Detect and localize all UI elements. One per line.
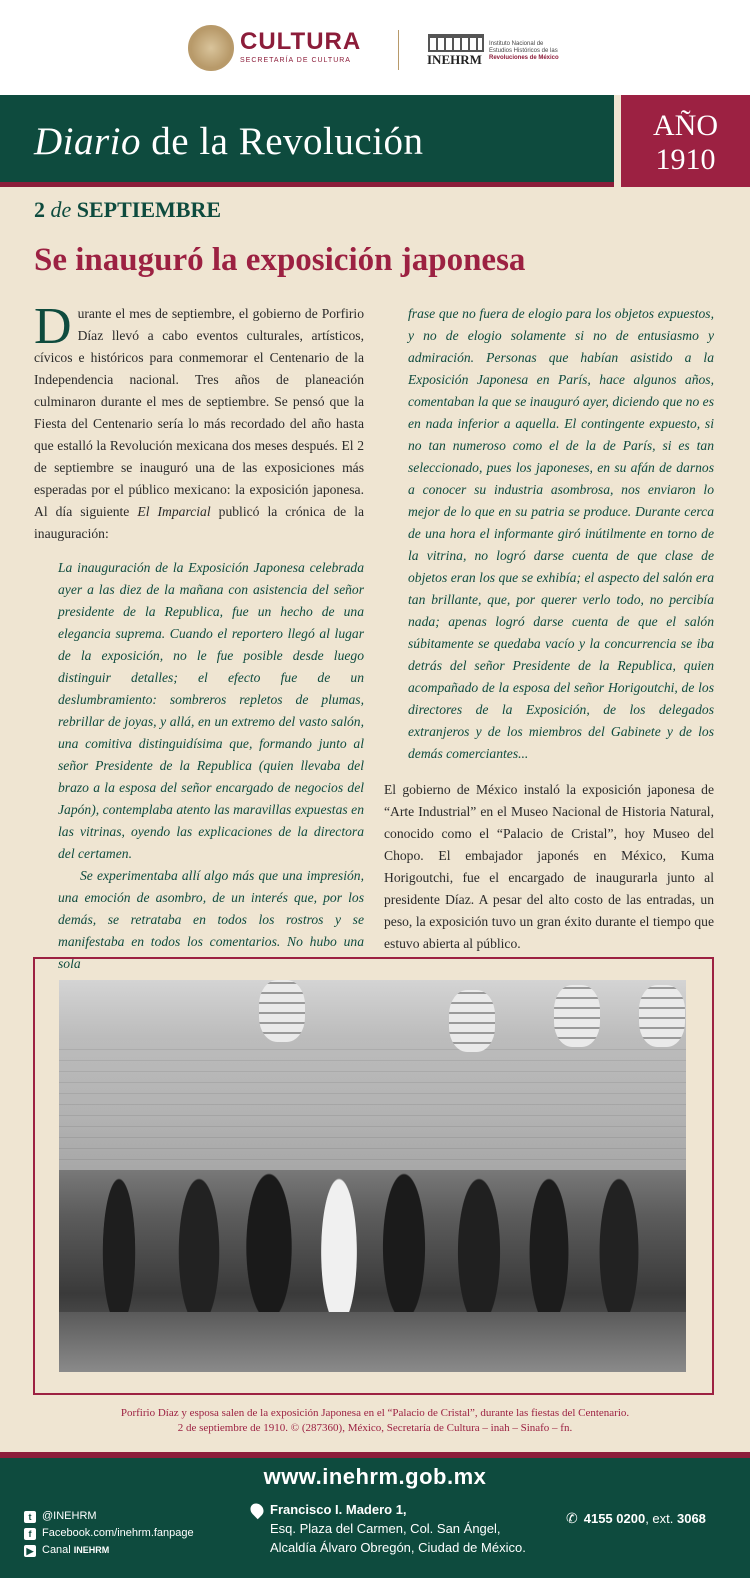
lantern-icon xyxy=(449,990,495,1052)
inehrm-building-icon xyxy=(428,34,484,52)
facebook-icon: f xyxy=(24,1528,36,1540)
article-paragraph-1 xyxy=(34,298,365,545)
caption-line-1: Porfirio Díaz y esposa salen de la exposición Japonesa en el “Palacio de Cristal”, durante las fiestas del Centenario. xyxy=(120,1407,630,1419)
address-line-2: Esq. Plaza del Carmen, Col. San Ángel, xyxy=(270,1521,501,1536)
address-street: Francisco I. Madero 1, xyxy=(270,1502,407,1517)
article-column-left xyxy=(34,298,365,975)
phone-contact[interactable] xyxy=(566,1510,706,1527)
youtube-name: INEHRM xyxy=(73,1545,110,1555)
photo-crowd xyxy=(59,1152,686,1332)
social-links xyxy=(24,1508,194,1559)
date-day: 2 xyxy=(34,197,45,222)
phone-icon: ✆ xyxy=(566,1510,578,1526)
inehrm-line-3: Revoluciones de México xyxy=(489,55,559,61)
address-line-3: Alcaldía Álvaro Obregón, Ciudad de México. xyxy=(270,1540,526,1555)
date-month: SEPTIEMBRE xyxy=(76,197,222,222)
year-value: 1910 xyxy=(655,143,716,176)
facebook-link[interactable] xyxy=(24,1525,194,1542)
article-column-right xyxy=(384,303,714,955)
caption-line-2: 2 de septiembre de 1910. © (287360), México, Secretaría de Cultura – inah – Sinafo – fn. xyxy=(177,1422,573,1434)
cultura-logo: CULTURA xyxy=(240,28,362,55)
logo-divider xyxy=(398,30,399,70)
photo-caption xyxy=(40,1406,710,1436)
phone-number: 4155 0200 xyxy=(583,1511,646,1526)
title-band xyxy=(0,95,614,187)
date-de: de xyxy=(50,197,72,222)
year-label: AÑO xyxy=(653,109,718,142)
ext-number: 3068 xyxy=(676,1511,706,1526)
lantern-icon xyxy=(554,985,600,1047)
historical-photo xyxy=(59,980,686,1372)
quote-paragraph-3: frase que no fuera de elogio para los objetos expuestos, y no de elogio solamente si no de entusiasmo y admiración. Personas que habían asistido a la Exposición Japonesa en París, hace algunos años, comentaban la que se inauguró ayer, diciendo que no es en nada inferior a aquella. El contingente expuesto, si no tan numeroso como el de la de París, si es tan seleccionado, pues los japoneses, en su afán de darnos a conocer su industria asombrosa, nos enviaron lo mejor de lo que en su patria se produce. Durante cerca de una hora el informante giró inútilmente en torno de la vitrina, no logró darse cuenta de que clase de objetos eran los que se exhibía; el aspecto del salón era tan brillante, que, por querer verlo todo, no percibía nada; apenas logró darse cuenta de que el salón súbitamente se quedaba vacío y la concurrencia se iba detrás del señor Presidente de la Republica, quien acompañado de la esposa del señor Horigoutchi, de los directores de la Exposición, de los delegados extranjeros y de los miembros del Gabinete y de los demás comerciantes... xyxy=(408,306,714,761)
inehrm-line-1: Instituto Nacional de xyxy=(489,41,544,47)
twitter-handle: @INEHRM xyxy=(42,1510,97,1522)
twitter-icon: t xyxy=(24,1511,36,1523)
p1-end: publicó la crónica de la inauguración: xyxy=(34,504,365,541)
lantern-icon xyxy=(259,980,305,1042)
website-link[interactable]: www.inehrm.gob.mx xyxy=(263,1464,487,1489)
photo-wall xyxy=(59,1040,686,1170)
youtube-icon: ▶ xyxy=(24,1545,36,1557)
inehrm-line-2: Estudios Históricos de las xyxy=(489,48,558,54)
article-paragraph-2: El gobierno de México instaló la exposición japonesa de “Arte Industrial” en el Museo Nacional de Historia Natural, conocido como el “Palacio de Cristal”, hoy Museo del Chopo. El embajador japonés en México, Kuma Horigoutchi, fue el encargado de inaugurarla junto al presidente Díaz. A pesar del alto costo de las entradas, un peso, la exposición tuvo un gran éxito durante el tiempo que estuvo abierta al público. xyxy=(384,782,714,951)
cultura-subtitle: SECRETARÍA DE CULTURA xyxy=(240,57,351,64)
location-pin-icon xyxy=(248,1501,266,1519)
quote-paragraph-2: Se experimentaba allí algo más que una impresión, una emoción de asombro, de un interés que, por los demás, se retrataba en todos los rostros y se manifestaba en todos los comentarios. No hubo una sola xyxy=(58,868,364,971)
headline: Se inauguró la exposición japonesa xyxy=(34,242,526,278)
mexico-seal-icon xyxy=(188,25,234,71)
inehrm-full-name xyxy=(489,41,569,62)
address-block xyxy=(253,1500,526,1557)
top-logo-bar xyxy=(0,0,750,95)
photo-ground xyxy=(59,1312,686,1372)
title-italic: Diario xyxy=(34,120,142,163)
newspaper-name: El Imparcial xyxy=(137,504,211,519)
facebook-url: Facebook.com/inehrm.fanpage xyxy=(42,1527,194,1539)
youtube-prefix: Canal xyxy=(42,1544,74,1556)
footer xyxy=(0,1458,750,1578)
page-title xyxy=(34,119,424,164)
date-line xyxy=(34,197,221,223)
inehrm-logo: INEHRM xyxy=(427,52,482,67)
youtube-link[interactable] xyxy=(24,1542,194,1559)
p1-text: urante el mes de septiembre, el gobierno de Porfirio Díaz llevó a cabo eventos culturales, artísticos, cívicos e históricos para conmemorar el Centenario de la Independencia nacional. Tres años de planeación culminaron durante el mes de septiembre. Se pensó que la Fiesta del Centenario sería lo más recordado del año hasta que estalló la Revolución mexicana dos meses después. El 2 de septiembre se inauguró una de las exposiciones más esperadas por el público mexicano: la exposición japonesa. Al día siguiente xyxy=(34,306,364,519)
quote-paragraph-1: La inauguración de la Exposición Japonesa celebrada ayer a las diez de la mañana con asistencia del señor presidente de la Republica, fue un hecho de una elegancia suprema. Cuando el reportero llegó al lugar de la exposición, no le fue posible desde luego distinguir detalles; el efecto fue de un deslumbramiento: sombreros repletos de plumas, rebrillar de joyas, y allá, en un extremo del vasto salón, una comitiva distinguidísima que, formando junto al señor Presidente de la Republica (quien llevaba del brazo a la esposa del señor encargado de negocios del Japón), contemplaba atento las maravillas expuestas en las vitrinas, oyendo las explicaciones de la directora del certamen. xyxy=(58,560,364,861)
year-badge xyxy=(621,95,750,187)
lantern-icon xyxy=(639,985,685,1047)
drop-cap: D xyxy=(34,298,72,355)
ext-label: , ext. xyxy=(645,1511,677,1526)
title-rest: de la Revolución xyxy=(141,120,424,163)
twitter-link[interactable] xyxy=(24,1508,194,1525)
